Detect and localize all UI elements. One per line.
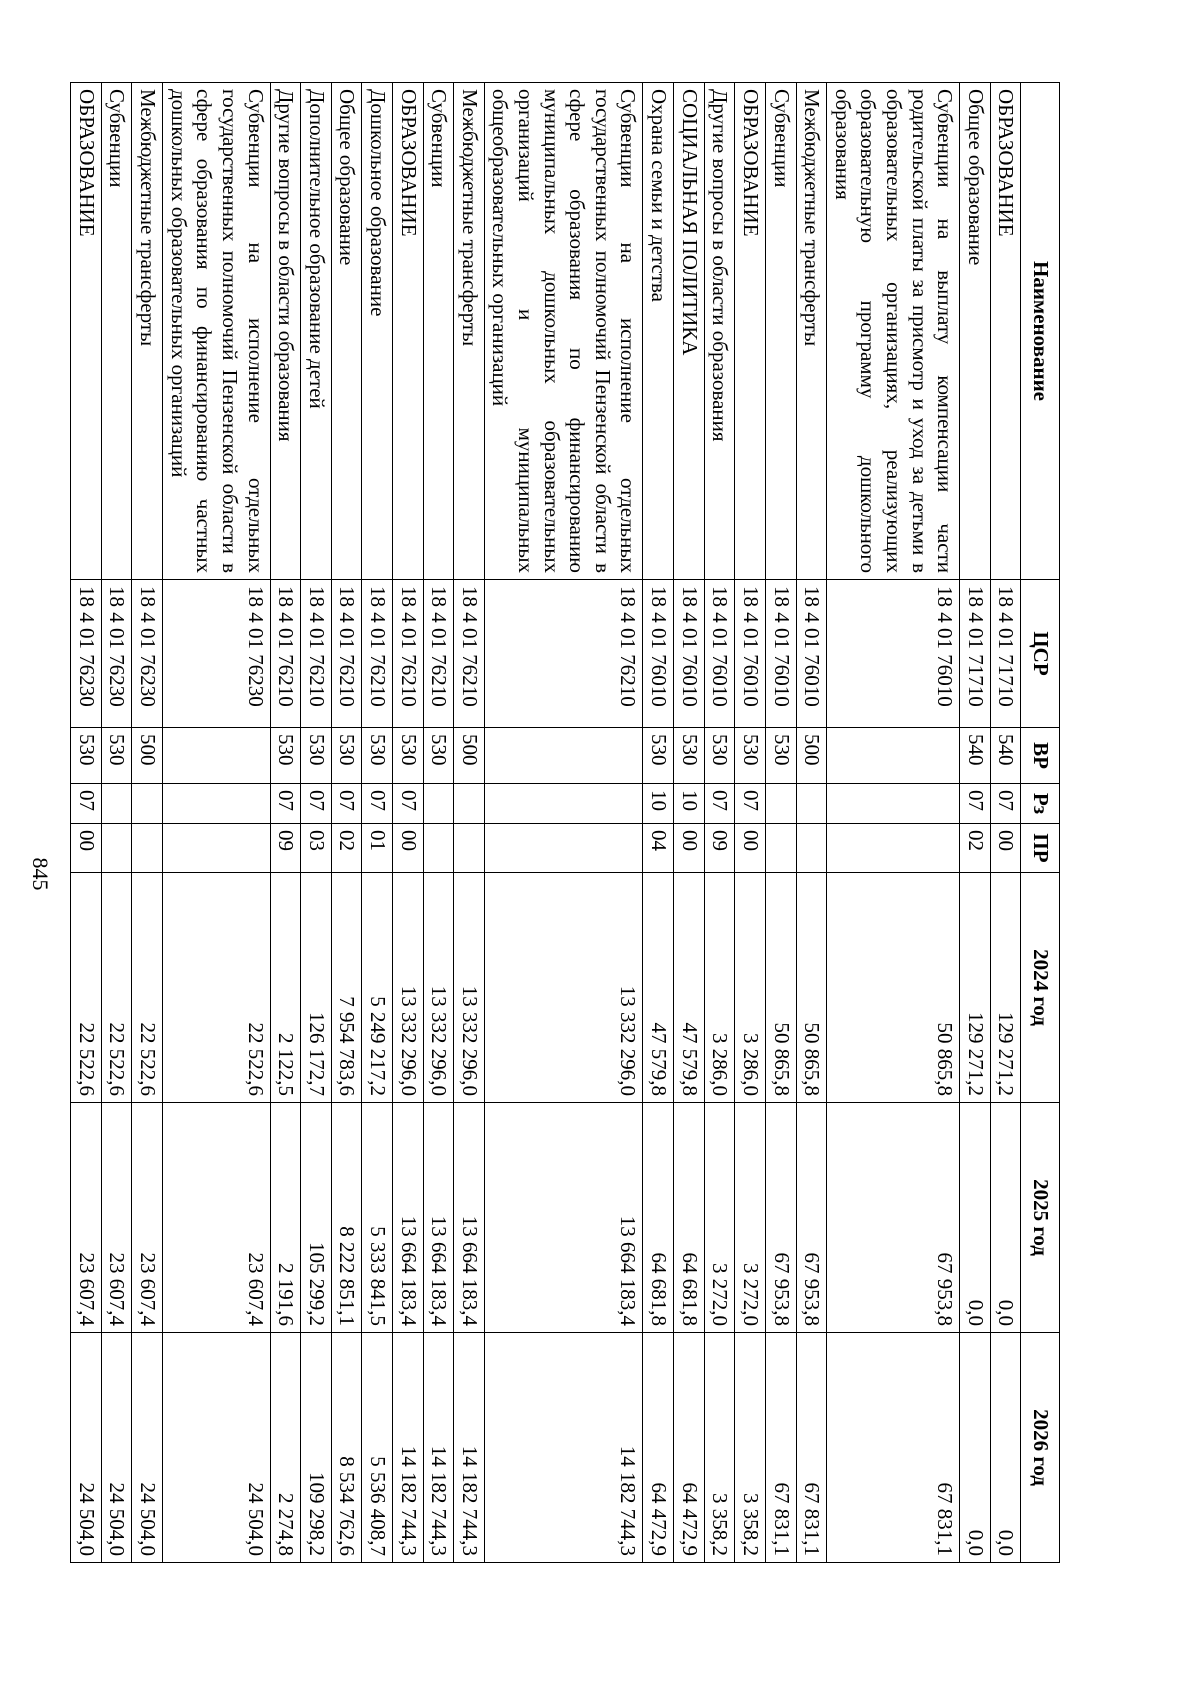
cell-2026: 24 504,0	[163, 1333, 270, 1563]
cell-2024: 2 122,5	[270, 873, 301, 1103]
cell-pr	[132, 824, 163, 873]
cell-2025: 23 607,4	[101, 1103, 132, 1333]
cell-rz: 07	[301, 784, 332, 824]
cell-2024: 22 522,6	[163, 873, 270, 1103]
cell-2024: 3 286,0	[735, 873, 766, 1103]
cell-csr: 18 4 01 76210	[331, 580, 362, 728]
cell-2026: 0,0	[990, 1333, 1021, 1563]
cell-2026: 0,0	[960, 1333, 991, 1563]
cell-rz: 07	[704, 784, 735, 824]
cell-2026: 3 358,2	[704, 1333, 735, 1563]
cell-csr: 18 4 01 76010	[643, 580, 674, 728]
header-pr: ПР	[1021, 824, 1060, 873]
table-row	[643, 83, 674, 1563]
cell-2024: 5 249 217,2	[362, 873, 393, 1103]
cell-vr: 500	[132, 728, 163, 784]
cell-name: Субвенции	[765, 83, 796, 580]
cell-csr: 18 4 01 76210	[301, 580, 332, 728]
cell-2024: 129 271,2	[960, 873, 991, 1103]
cell-name: Межбюджетные трансферты	[454, 83, 485, 580]
cell-2026: 8 534 762,6	[331, 1333, 362, 1563]
cell-csr: 18 4 01 76210	[362, 580, 393, 728]
cell-pr	[765, 824, 796, 873]
cell-rz: 07	[71, 784, 102, 824]
cell-name: Субвенции на исполнение отдельных государственных полномочий Пензенской области в сфере образования по финансированию частных дошкольных образовательных организаций	[163, 83, 270, 580]
table-row	[990, 83, 1021, 1563]
cell-2026: 14 182 744,3	[392, 1333, 423, 1563]
cell-2026: 67 831,1	[827, 1333, 960, 1563]
table-row	[362, 83, 393, 1563]
rotated-page-content	[74, 82, 1060, 1562]
cell-rz	[132, 784, 163, 824]
cell-pr: 00	[392, 824, 423, 873]
table-row	[392, 83, 423, 1563]
cell-2025: 105 299,2	[301, 1103, 332, 1333]
cell-csr: 18 4 01 71710	[960, 580, 991, 728]
table-row	[71, 83, 102, 1563]
cell-rz: 07	[362, 784, 393, 824]
cell-rz: 10	[674, 784, 705, 824]
cell-pr	[827, 824, 960, 873]
cell-csr: 18 4 01 76210	[454, 580, 485, 728]
cell-vr	[163, 728, 270, 784]
cell-vr: 530	[392, 728, 423, 784]
cell-2026: 67 831,1	[765, 1333, 796, 1563]
cell-2026: 24 504,0	[132, 1333, 163, 1563]
cell-2026: 24 504,0	[101, 1333, 132, 1563]
cell-2025: 23 607,4	[132, 1103, 163, 1333]
header-2026: 2026 год	[1021, 1333, 1060, 1563]
cell-name: Субвенции	[101, 83, 132, 580]
cell-2026: 64 472,9	[674, 1333, 705, 1563]
cell-csr: 18 4 01 76230	[101, 580, 132, 728]
cell-2024: 13 332 296,0	[392, 873, 423, 1103]
header-2024: 2024 год	[1021, 873, 1060, 1103]
cell-vr: 530	[71, 728, 102, 784]
cell-2026: 5 536 408,7	[362, 1333, 393, 1563]
cell-rz: 07	[990, 784, 1021, 824]
header-csr: ЦСР	[1021, 580, 1060, 728]
cell-2025: 23 607,4	[163, 1103, 270, 1333]
cell-name: Межбюджетные трансферты	[796, 83, 827, 580]
table-row	[796, 83, 827, 1563]
cell-2025: 2 191,6	[270, 1103, 301, 1333]
cell-2025: 8 222 851,1	[331, 1103, 362, 1333]
cell-name: ОБРАЗОВАНИЕ	[71, 83, 102, 580]
cell-pr: 00	[674, 824, 705, 873]
cell-name: Субвенции на исполнение отдельных государственных полномочий Пензенской области в сфере образования по финансированию муниципальных дошкольных образовательных организаций и муниципальных общеобразовательных организаций	[484, 83, 643, 580]
cell-name: Субвенции	[423, 83, 454, 580]
cell-2024: 22 522,6	[101, 873, 132, 1103]
cell-2024: 126 172,7	[301, 873, 332, 1103]
cell-2024: 50 865,8	[765, 873, 796, 1103]
cell-2025: 13 664 183,4	[423, 1103, 454, 1333]
table-row	[704, 83, 735, 1563]
cell-csr: 18 4 01 76230	[71, 580, 102, 728]
table-row	[735, 83, 766, 1563]
cell-pr	[484, 824, 643, 873]
cell-pr: 04	[643, 824, 674, 873]
cell-vr: 530	[101, 728, 132, 784]
cell-name: Дошкольное образование	[362, 83, 393, 580]
cell-rz: 10	[643, 784, 674, 824]
cell-vr	[827, 728, 960, 784]
cell-name: ОБРАЗОВАНИЕ	[392, 83, 423, 580]
cell-2025: 5 333 841,5	[362, 1103, 393, 1333]
cell-2026: 14 182 744,3	[423, 1333, 454, 1563]
cell-pr	[423, 824, 454, 873]
cell-name: Охрана семьи и детства	[643, 83, 674, 580]
cell-2024: 13 332 296,0	[454, 873, 485, 1103]
cell-csr: 18 4 01 76210	[392, 580, 423, 728]
cell-2026: 14 182 744,3	[484, 1333, 643, 1563]
cell-csr: 18 4 01 76210	[484, 580, 643, 728]
cell-2025: 3 272,0	[704, 1103, 735, 1333]
cell-vr: 530	[765, 728, 796, 784]
cell-2026: 14 182 744,3	[454, 1333, 485, 1563]
table-body	[71, 83, 1021, 1563]
cell-2024: 13 332 296,0	[484, 873, 643, 1103]
header-rz: Рз	[1021, 784, 1060, 824]
cell-2025: 13 664 183,4	[392, 1103, 423, 1333]
cell-name: Другие вопросы в области образования	[270, 83, 301, 580]
cell-rz: 07	[331, 784, 362, 824]
cell-csr: 18 4 01 76230	[132, 580, 163, 728]
table-row	[101, 83, 132, 1563]
cell-2024: 47 579,8	[643, 873, 674, 1103]
cell-2024: 50 865,8	[827, 873, 960, 1103]
cell-2025: 13 664 183,4	[484, 1103, 643, 1333]
table-row	[423, 83, 454, 1563]
cell-2025: 67 953,8	[827, 1103, 960, 1333]
table-row	[674, 83, 705, 1563]
cell-pr: 00	[735, 824, 766, 873]
cell-pr	[796, 824, 827, 873]
cell-name: ОБРАЗОВАНИЕ	[735, 83, 766, 580]
cell-2024: 13 332 296,0	[423, 873, 454, 1103]
cell-name: СОЦИАЛЬНАЯ ПОЛИТИКА	[674, 83, 705, 580]
cell-2026: 3 358,2	[735, 1333, 766, 1563]
cell-2024: 22 522,6	[71, 873, 102, 1103]
cell-rz: 07	[735, 784, 766, 824]
cell-rz	[765, 784, 796, 824]
cell-vr: 530	[270, 728, 301, 784]
cell-vr: 530	[735, 728, 766, 784]
table-row	[270, 83, 301, 1563]
header-name: Наименование	[1021, 83, 1060, 580]
cell-2025: 23 607,4	[71, 1103, 102, 1333]
page-number: 845	[28, 857, 53, 891]
table-row	[163, 83, 270, 1563]
cell-2024: 47 579,8	[674, 873, 705, 1103]
cell-2024: 7 954 783,6	[331, 873, 362, 1103]
cell-vr: 530	[423, 728, 454, 784]
cell-pr	[101, 824, 132, 873]
cell-name: ОБРАЗОВАНИЕ	[990, 83, 1021, 580]
table-row	[484, 83, 643, 1563]
cell-rz	[101, 784, 132, 824]
table-row	[301, 83, 332, 1563]
cell-csr: 18 4 01 76010	[704, 580, 735, 728]
cell-2026: 24 504,0	[71, 1333, 102, 1563]
cell-pr	[163, 824, 270, 873]
cell-2024: 50 865,8	[796, 873, 827, 1103]
cell-vr: 540	[990, 728, 1021, 784]
table-row	[454, 83, 485, 1563]
cell-2025: 64 681,8	[643, 1103, 674, 1333]
cell-pr	[454, 824, 485, 873]
cell-2026: 64 472,9	[643, 1333, 674, 1563]
table-row	[331, 83, 362, 1563]
cell-name: Дополнительное образование детей	[301, 83, 332, 580]
cell-2025: 13 664 183,4	[454, 1103, 485, 1333]
cell-vr: 500	[796, 728, 827, 784]
cell-2025: 0,0	[990, 1103, 1021, 1333]
header-vr: ВР	[1021, 728, 1060, 784]
cell-rz	[484, 784, 643, 824]
budget-table	[70, 82, 1060, 1563]
table-row	[765, 83, 796, 1563]
table-header-row	[1021, 83, 1060, 1563]
cell-rz	[423, 784, 454, 824]
cell-vr: 530	[674, 728, 705, 784]
cell-rz	[827, 784, 960, 824]
cell-vr: 530	[643, 728, 674, 784]
cell-2024: 3 286,0	[704, 873, 735, 1103]
table-row	[960, 83, 991, 1563]
cell-2025: 0,0	[960, 1103, 991, 1333]
cell-rz: 07	[270, 784, 301, 824]
cell-csr: 18 4 01 76010	[735, 580, 766, 728]
table-row	[827, 83, 960, 1563]
cell-pr: 00	[71, 824, 102, 873]
cell-csr: 18 4 01 76010	[796, 580, 827, 728]
cell-rz	[796, 784, 827, 824]
cell-pr: 02	[960, 824, 991, 873]
cell-name: Общее образование	[960, 83, 991, 580]
cell-2025: 67 953,8	[765, 1103, 796, 1333]
cell-2025: 3 272,0	[735, 1103, 766, 1333]
cell-pr: 00	[990, 824, 1021, 873]
cell-2024: 22 522,6	[132, 873, 163, 1103]
cell-name: Межбюджетные трансферты	[132, 83, 163, 580]
cell-csr: 18 4 01 76210	[423, 580, 454, 728]
cell-pr: 09	[270, 824, 301, 873]
cell-csr: 18 4 01 76210	[270, 580, 301, 728]
cell-vr: 500	[454, 728, 485, 784]
cell-pr: 09	[704, 824, 735, 873]
cell-name: Другие вопросы в области образования	[704, 83, 735, 580]
cell-rz	[454, 784, 485, 824]
cell-vr: 540	[960, 728, 991, 784]
cell-csr: 18 4 01 76010	[827, 580, 960, 728]
cell-rz	[163, 784, 270, 824]
header-2025: 2025 год	[1021, 1103, 1060, 1333]
cell-vr: 530	[301, 728, 332, 784]
cell-csr: 18 4 01 76230	[163, 580, 270, 728]
cell-2025: 64 681,8	[674, 1103, 705, 1333]
cell-csr: 18 4 01 76010	[674, 580, 705, 728]
cell-vr: 530	[362, 728, 393, 784]
cell-2026: 109 298,2	[301, 1333, 332, 1563]
cell-rz: 07	[392, 784, 423, 824]
cell-pr: 01	[362, 824, 393, 873]
table-row	[132, 83, 163, 1563]
cell-2026: 67 831,1	[796, 1333, 827, 1563]
cell-name: Общее образование	[331, 83, 362, 580]
cell-vr: 530	[704, 728, 735, 784]
cell-2024: 129 271,2	[990, 873, 1021, 1103]
cell-vr: 530	[331, 728, 362, 784]
cell-pr: 02	[331, 824, 362, 873]
cell-vr	[484, 728, 643, 784]
cell-2025: 67 953,8	[796, 1103, 827, 1333]
cell-name: Субвенции на выплату компенсации части родительской платы за присмотр и уход за детьми в образовательных организациях, реализующих образовательную программу дошкольного образования	[827, 83, 960, 580]
cell-csr: 18 4 01 76010	[765, 580, 796, 728]
cell-2026: 2 274,8	[270, 1333, 301, 1563]
cell-csr: 18 4 01 71710	[990, 580, 1021, 728]
cell-rz: 07	[960, 784, 991, 824]
cell-pr: 03	[301, 824, 332, 873]
